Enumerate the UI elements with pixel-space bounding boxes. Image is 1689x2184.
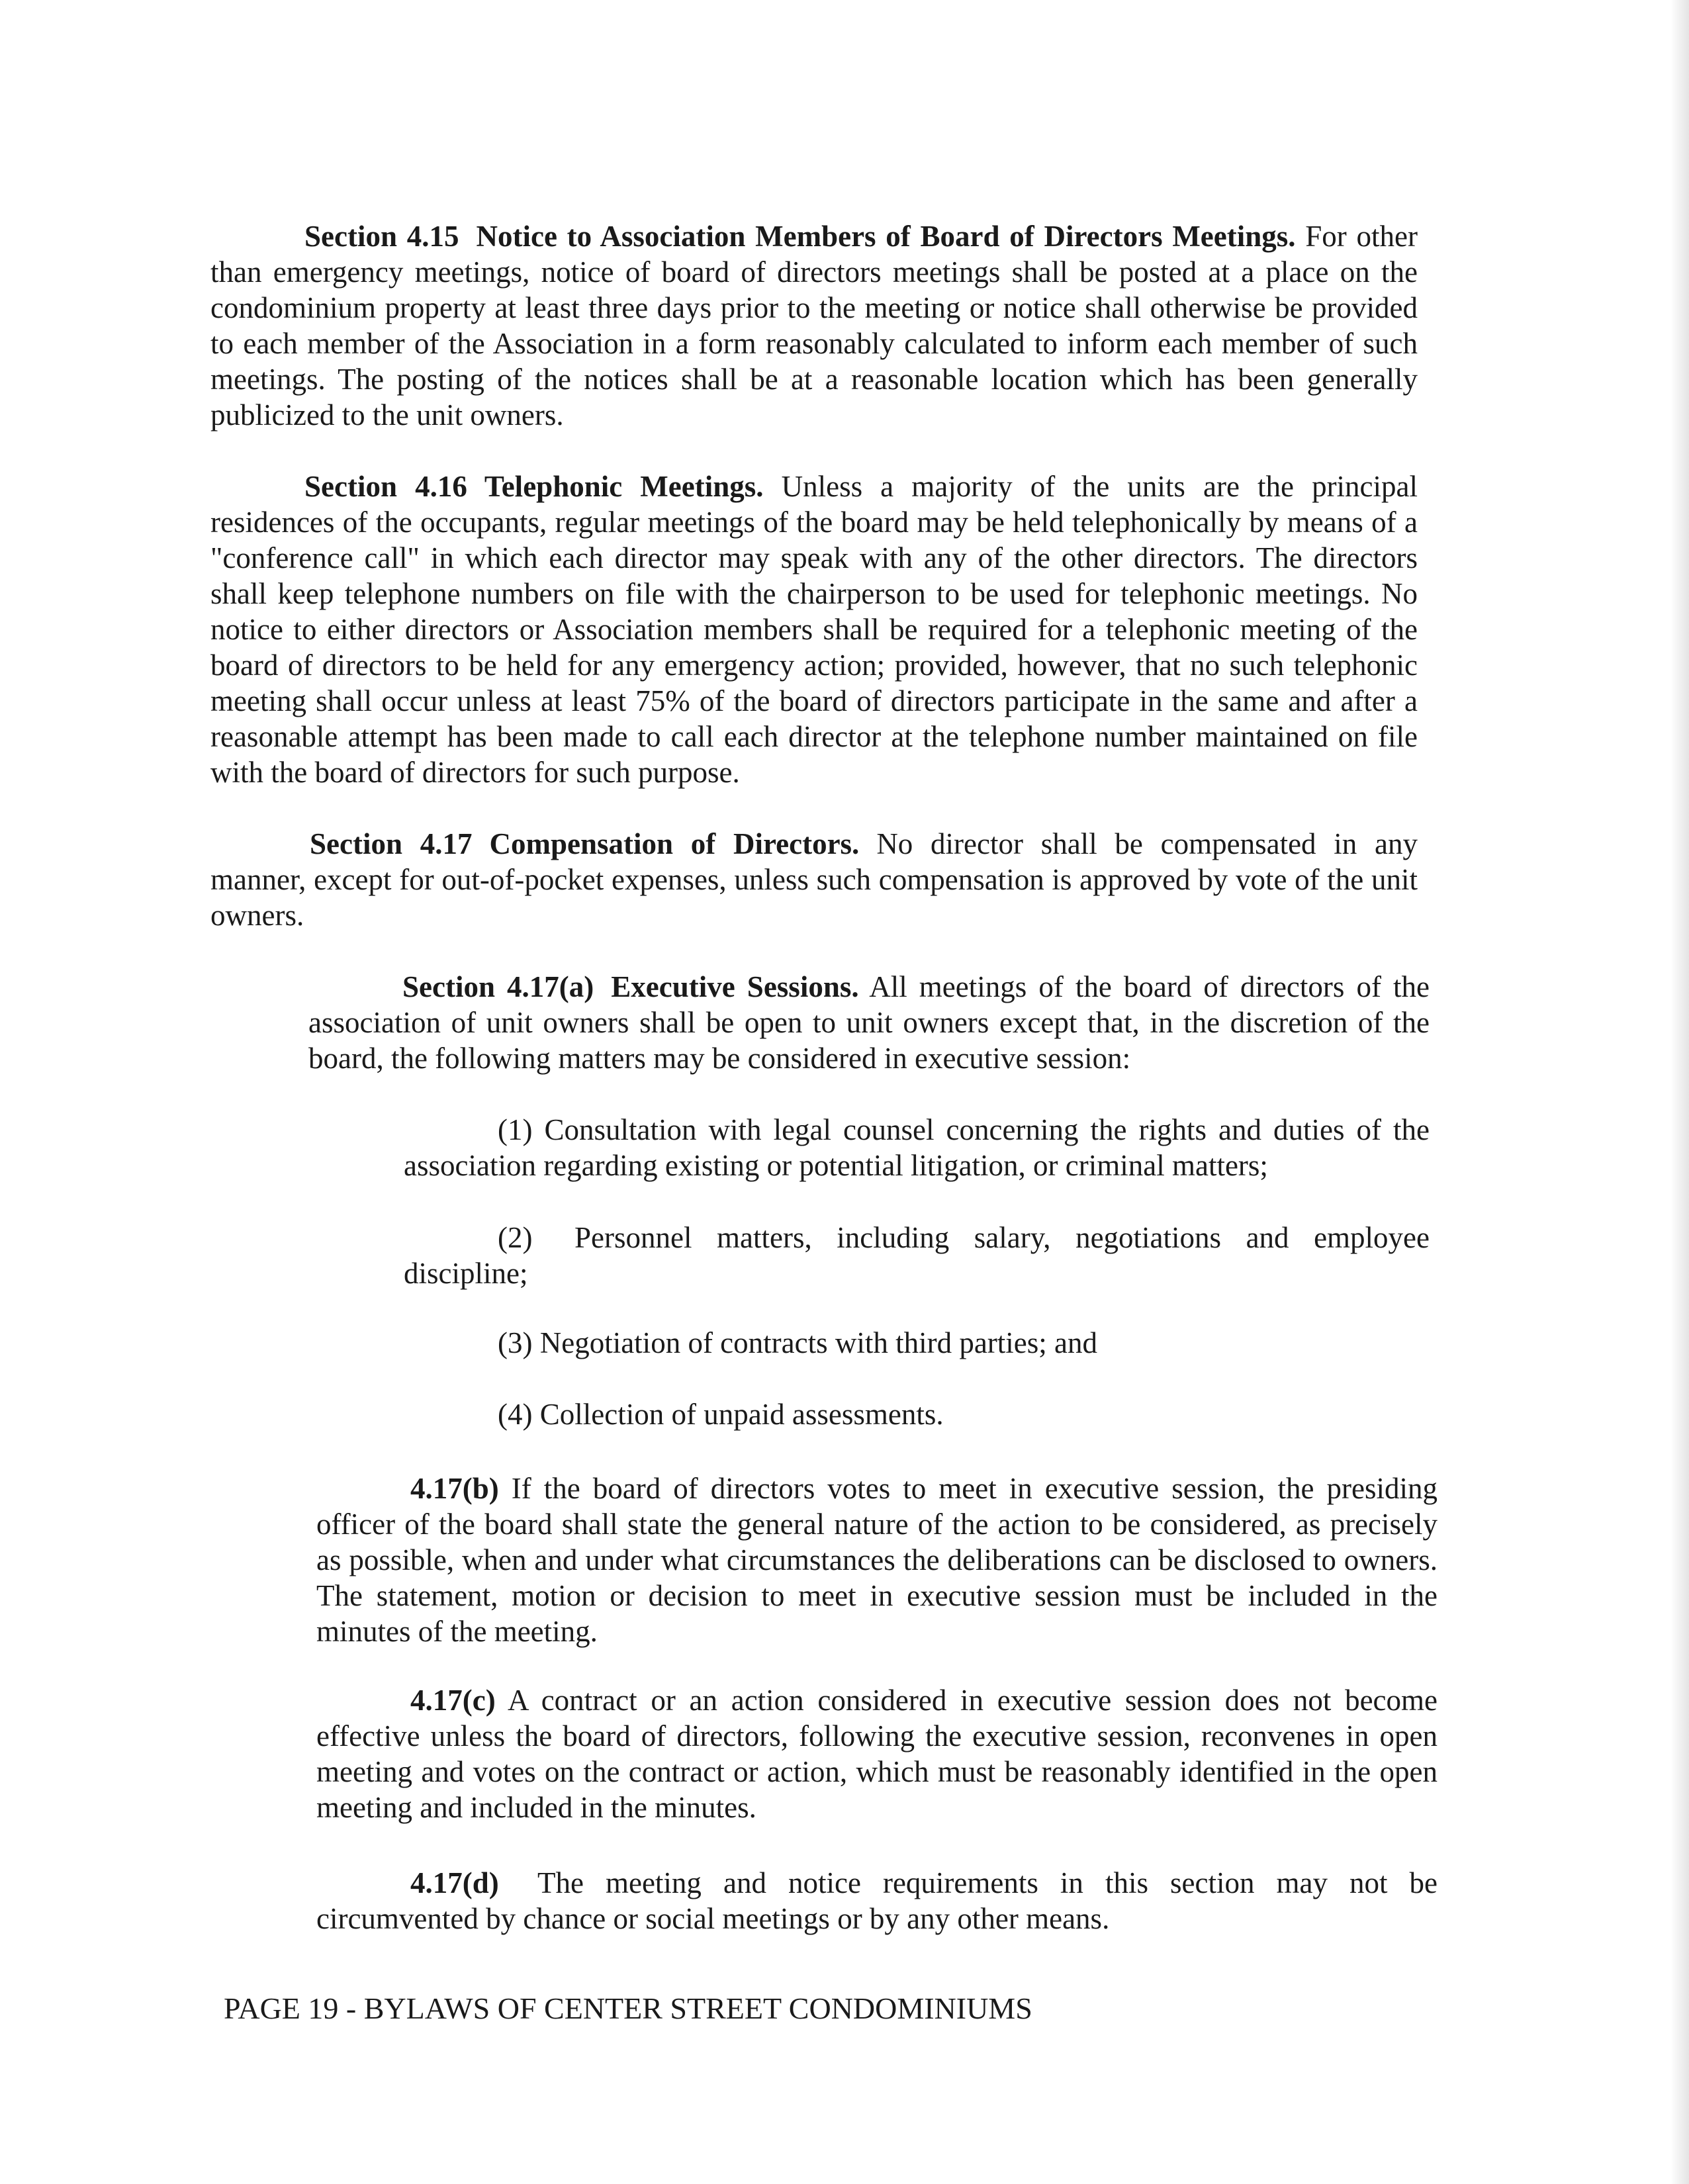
section-4-17b-text: If the board of directors votes to meet in executive session, the presiding officer of the board shall state the general nature of the action to be considered, as precisely as possible, when and under what circumstances the deliberations can be disclosed to owners. The statement, motion or decision to meet in executive session must be included in the minutes of the meeting. — [316, 1472, 1438, 1648]
section-4-17c — [316, 1682, 1438, 1825]
section-4-17a-title: Executive Sessions. — [611, 970, 859, 1003]
list-item-text: Negotiation of contracts with third parties; and — [539, 1326, 1098, 1359]
section-4-17d-text: The meeting and notice requirements in this section may not be circumvented by chance or social meetings or by any other means. — [316, 1866, 1438, 1935]
list-item-text: Personnel matters, including salary, negotiations and employee discipline; — [404, 1221, 1430, 1290]
section-4-16 — [210, 469, 1418, 790]
section-4-17a-text: All meetings of the board of directors of the association of unit owners shall be open to unit owners except that, in the discretion of the board, the following matters may be considered in executive session: — [308, 970, 1430, 1075]
section-4-15 — [210, 218, 1418, 433]
section-4-17c-text: A contract or an action considered in executive session does not become effective unless the board of directors, following the executive session, reconvenes in open meeting and votes on the contract or action, which must be reasonably identified in the open meeting and included in the minutes. — [316, 1684, 1438, 1824]
section-4-16-title: Telephonic Meetings. — [484, 470, 764, 503]
section-4-17b-heading: 4.17(b) — [410, 1472, 499, 1505]
section-4-17d-heading: 4.17(d) — [410, 1866, 499, 1899]
section-4-15-heading: Section 4.15 — [304, 220, 459, 253]
list-item-text: Collection of unpaid assessments. — [539, 1398, 944, 1431]
section-4-16-heading: Section 4.16 — [304, 470, 467, 503]
page-footer: PAGE 19 - BYLAWS OF CENTER STREET CONDOMINIUMS — [224, 1991, 1032, 2025]
section-4-17a-heading: Section 4.17(a) — [402, 970, 594, 1003]
section-4-17a — [308, 969, 1430, 1076]
section-4-17-text: No director shall be compensated in any manner, except for out-of-pocket expenses, unless such compensation is approved by vote of the unit owners. — [210, 827, 1418, 932]
list-item-number: (2) — [498, 1221, 533, 1254]
section-4-17c-heading: 4.17(c) — [410, 1684, 496, 1717]
scan-edge-shadow — [1670, 0, 1689, 2184]
list-item — [404, 1112, 1430, 1183]
section-4-16-text: Unless a majority of the units are the principal residences of the occupants, regular meetings of the board may be held telephonically by means of a "conference call" in which each director may speak with any of the other directors. The directors shall keep telephone numbers on file with the chairperson to be used for telephonic meetings. No notice to either directors or Association members shall be required for a telephonic meeting of the board of directors to be held for any emergency action; provided, however, that no such telephonic meeting shall occur unless at least 75% of the board of directors participate in the same and after a reasonable attempt has been made to call each director at the telephone number maintained on file with the board of directors for such purpose. — [210, 470, 1418, 789]
list-item-number: (4) — [498, 1398, 533, 1431]
list-item-text: Consultation with legal counsel concerning the rights and duties of the association regarding existing or potential litigation, or criminal matters; — [404, 1113, 1430, 1182]
list-item — [404, 1220, 1430, 1291]
section-4-15-text: For other than emergency meetings, notice of board of directors meetings shall be posted at a place on the condominium property at least three days prior to the meeting or notice shall otherwise be provided to each member of the Association in a form reasonably calculated to inform each member of such meetings. The posting of the notices shall be at a reasonable location which has been generally publicized to the unit owners. — [210, 220, 1418, 432]
list-item-number: (3) — [498, 1326, 533, 1359]
section-4-17b — [316, 1471, 1438, 1649]
section-4-17 — [210, 826, 1418, 933]
list-item — [498, 1325, 1424, 1361]
section-4-17-heading: Section 4.17 — [310, 827, 473, 860]
section-4-17d — [316, 1865, 1438, 1936]
list-item-number: (1) — [498, 1113, 533, 1146]
section-4-17-title: Compensation of Directors. — [489, 827, 860, 860]
section-4-15-title: Notice to Association Members of Board of Directors Meetings. — [476, 220, 1296, 253]
list-item — [498, 1396, 1424, 1432]
